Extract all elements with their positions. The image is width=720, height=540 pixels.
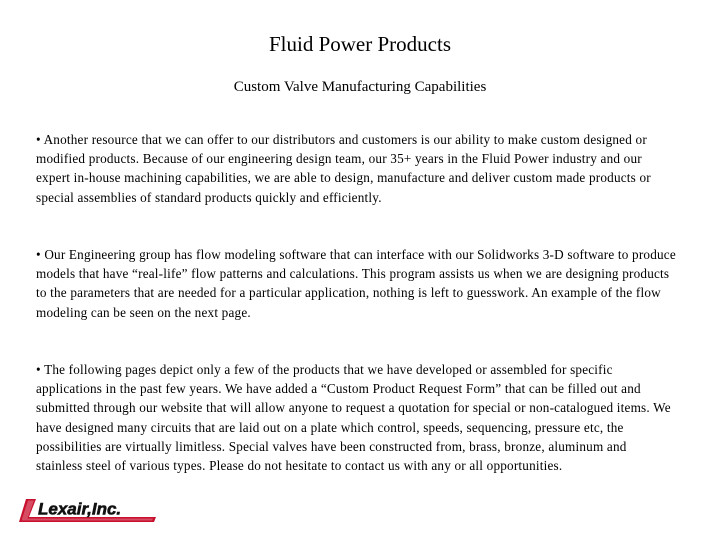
paragraph-flow-modeling: • Our Engineering group has flow modeling software that can interface with our Solidworks 3-D software to produce models that have “real-life” flow patterns and calculations. This program assists us when we are designing products to the parameters that are needed for a particular application, nothing is left to guesswork. An example of the flow modeling can be seen on the next page.: [36, 247, 676, 320]
paragraph-custom-products: • Another resource that we can offer to our distributors and customers is our ability to make custom designed or modified products. Because of our engineering design team, our 35+ years in the Fluid Power industry and our expert in-house machining capabilities, we are able to design, manufacture and deliver custom made products or special assemblies of standard products quickly and efficiently.: [36, 132, 651, 205]
lexair-logo: [16, 497, 162, 523]
page-subtitle: Custom Valve Manufacturing Capabilities: [233, 79, 487, 95]
page-title: Fluid Power Products: [268, 32, 451, 56]
logo-wordmark: Lexair,Inc.: [38, 499, 122, 519]
paragraph-product-examples: • The following pages depict only a few of the products that we have developed or assembled for specific applications in the past few years. We have added a “Custom Product Request Form” that can be filled out and submitted through our website that will allow anyone to request a quotation for special or non-catalogued items. We have designed many circuits that are laid out on a plate which control, speeds, sequencing, pressure etc, the possibilities are virtually limitless. Special valves have been constructed from, brass, bronze, aluminum and stainless steel of various types. Please do not hesitate to contact us with any or all opportunities.: [36, 362, 671, 474]
